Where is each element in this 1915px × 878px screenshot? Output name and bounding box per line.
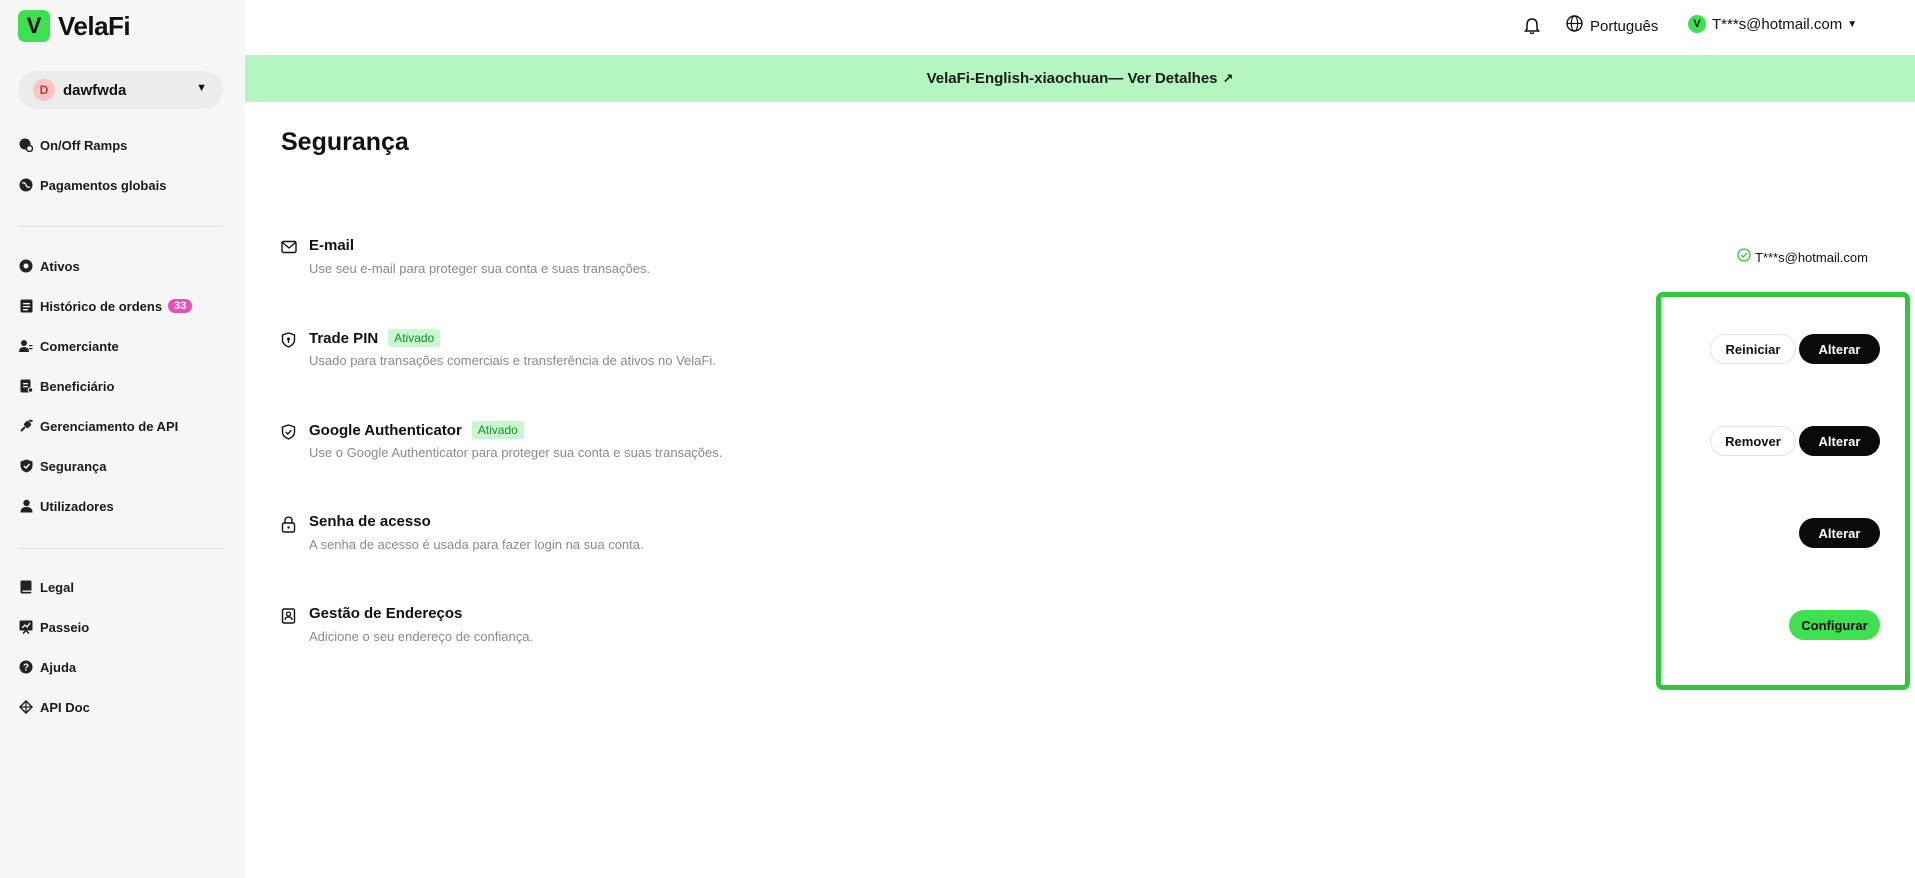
caret-down-icon: ▼ <box>1847 18 1858 30</box>
asset-circle-icon <box>18 258 34 274</box>
beneficiary-icon <box>18 378 34 394</box>
mail-icon <box>281 240 297 256</box>
trade-pin-reset-button[interactable]: Reiniciar <box>1710 334 1796 364</box>
lock-icon <box>281 516 297 532</box>
nav-label: Passeio <box>40 619 90 635</box>
nav-item-beneficiary[interactable] <box>18 366 223 406</box>
nav-label: Pagamentos globais <box>40 177 167 193</box>
password-change-button[interactable]: Alterar <box>1799 518 1880 548</box>
row-title <box>309 421 524 439</box>
row-description: Adicione o seu endereço de confiança. <box>309 629 534 644</box>
nav-label: Gerenciamento de API <box>40 418 179 434</box>
google-auth-change-button[interactable]: Alterar <box>1799 426 1880 456</box>
row-description: Use o Google Authenticator para proteger sua conta e suas transações. <box>309 445 723 460</box>
nav-item-order-history[interactable] <box>18 286 223 326</box>
security-row-email <box>281 237 1881 297</box>
security-row-trade-pin <box>281 329 1881 389</box>
user-icon <box>18 498 34 514</box>
nav-group-help <box>18 567 223 727</box>
nav-item-global-payments[interactable] <box>18 165 223 205</box>
status-badge: Ativado <box>388 329 440 347</box>
row-title <box>309 605 462 622</box>
nav-label: Legal <box>40 579 74 595</box>
status-badge: Ativado <box>472 421 524 439</box>
nav-group-payments <box>18 125 223 205</box>
nav-label: Segurança <box>40 458 107 474</box>
nav-item-help[interactable] <box>18 647 223 687</box>
shield-icon <box>18 458 34 474</box>
trade-pin-title: Trade PIN <box>309 329 379 347</box>
logo[interactable] <box>18 10 130 42</box>
nav-item-security[interactable] <box>18 446 223 486</box>
nav-item-legal[interactable] <box>18 567 223 607</box>
banner-text: VelaFi-English-xiaochuan— Ver Detalhes <box>926 70 1218 87</box>
help-icon <box>18 659 34 675</box>
page-title: Segurança <box>281 128 409 156</box>
book-icon <box>18 579 34 595</box>
row-title <box>309 513 431 530</box>
nav-group-main <box>18 246 223 526</box>
workspace-banner[interactable] <box>245 55 1915 102</box>
caret-down-icon: ▼ <box>196 82 207 94</box>
nav-divider <box>18 548 223 549</box>
tour-icon <box>18 619 34 635</box>
check-circle-icon <box>1737 248 1751 267</box>
ramp-coin-icon <box>18 137 34 153</box>
language-label: Português <box>1590 17 1659 35</box>
google-auth-remove-button[interactable]: Remover <box>1710 426 1796 456</box>
user-avatar: V <box>1688 15 1706 33</box>
notification-bell-icon[interactable] <box>1523 17 1541 35</box>
trade-pin-change-button[interactable]: Alterar <box>1799 334 1880 364</box>
nav-label: API Doc <box>40 699 90 715</box>
row-title <box>309 237 354 254</box>
row-description: Usado para transações comerciais e transferência de ativos no VelaFi. <box>309 353 716 368</box>
google-auth-title: Google Authenticator <box>309 421 462 439</box>
nav-item-api-doc[interactable] <box>18 687 223 727</box>
svg-text:?: ? <box>22 662 30 674</box>
nav-item-tour[interactable] <box>18 607 223 647</box>
nav-label: Ativos <box>40 258 80 274</box>
verified-email-value: T***s@hotmail.com <box>1755 250 1868 265</box>
security-row-login-password <box>281 513 1881 573</box>
nav-item-merchant[interactable] <box>18 326 223 366</box>
globe-icon <box>18 177 34 193</box>
logo-mark-icon: V <box>18 10 50 42</box>
nav-label: Comerciante <box>40 338 119 354</box>
nav-divider <box>18 226 223 227</box>
nav-item-api-management[interactable] <box>18 406 223 446</box>
row-title <box>309 329 440 347</box>
account-name: dawfwda <box>63 81 127 99</box>
order-count-badge: 33 <box>168 299 192 313</box>
security-row-google-authenticator <box>281 421 1881 481</box>
email-verified <box>1737 248 1868 267</box>
nav-item-on-off-ramps[interactable] <box>18 125 223 165</box>
nav-label: Ajuda <box>40 659 77 675</box>
pin-shield-icon <box>281 332 297 348</box>
password-title: Senha de acesso <box>309 513 431 530</box>
language-selector[interactable] <box>1566 15 1658 37</box>
merchant-icon <box>18 338 34 354</box>
order-history-icon <box>18 298 34 314</box>
nav-label: On/Off Ramps <box>40 137 128 153</box>
user-menu[interactable] <box>1688 15 1857 33</box>
nav-item-assets[interactable] <box>18 246 223 286</box>
shield-check-icon <box>281 424 297 440</box>
user-email: T***s@hotmail.com <box>1712 15 1843 33</box>
account-selector[interactable] <box>18 71 223 109</box>
external-arrow-icon: ↗ <box>1222 70 1234 86</box>
api-plug-icon <box>18 418 34 434</box>
nav-label: Histórico de ordens <box>40 298 163 314</box>
address-title: Gestão de Endereços <box>309 605 463 622</box>
globe-icon <box>1566 15 1583 37</box>
logo-text: VelaFi <box>58 10 131 41</box>
address-book-icon <box>281 608 297 624</box>
account-avatar: D <box>33 79 55 101</box>
api-doc-icon <box>18 699 34 715</box>
address-configure-button[interactable]: Configurar <box>1789 610 1880 640</box>
nav-label: Beneficiário <box>40 378 115 394</box>
row-description: A senha de acesso é usada para fazer login na sua conta. <box>309 537 644 552</box>
sidebar <box>0 0 245 878</box>
nav-label: Utilizadores <box>40 498 114 514</box>
nav-item-users[interactable] <box>18 486 223 526</box>
email-title: E-mail <box>309 237 355 254</box>
row-description: Use seu e-mail para proteger sua conta e suas transações. <box>309 261 651 276</box>
security-row-address-management <box>281 605 1881 665</box>
